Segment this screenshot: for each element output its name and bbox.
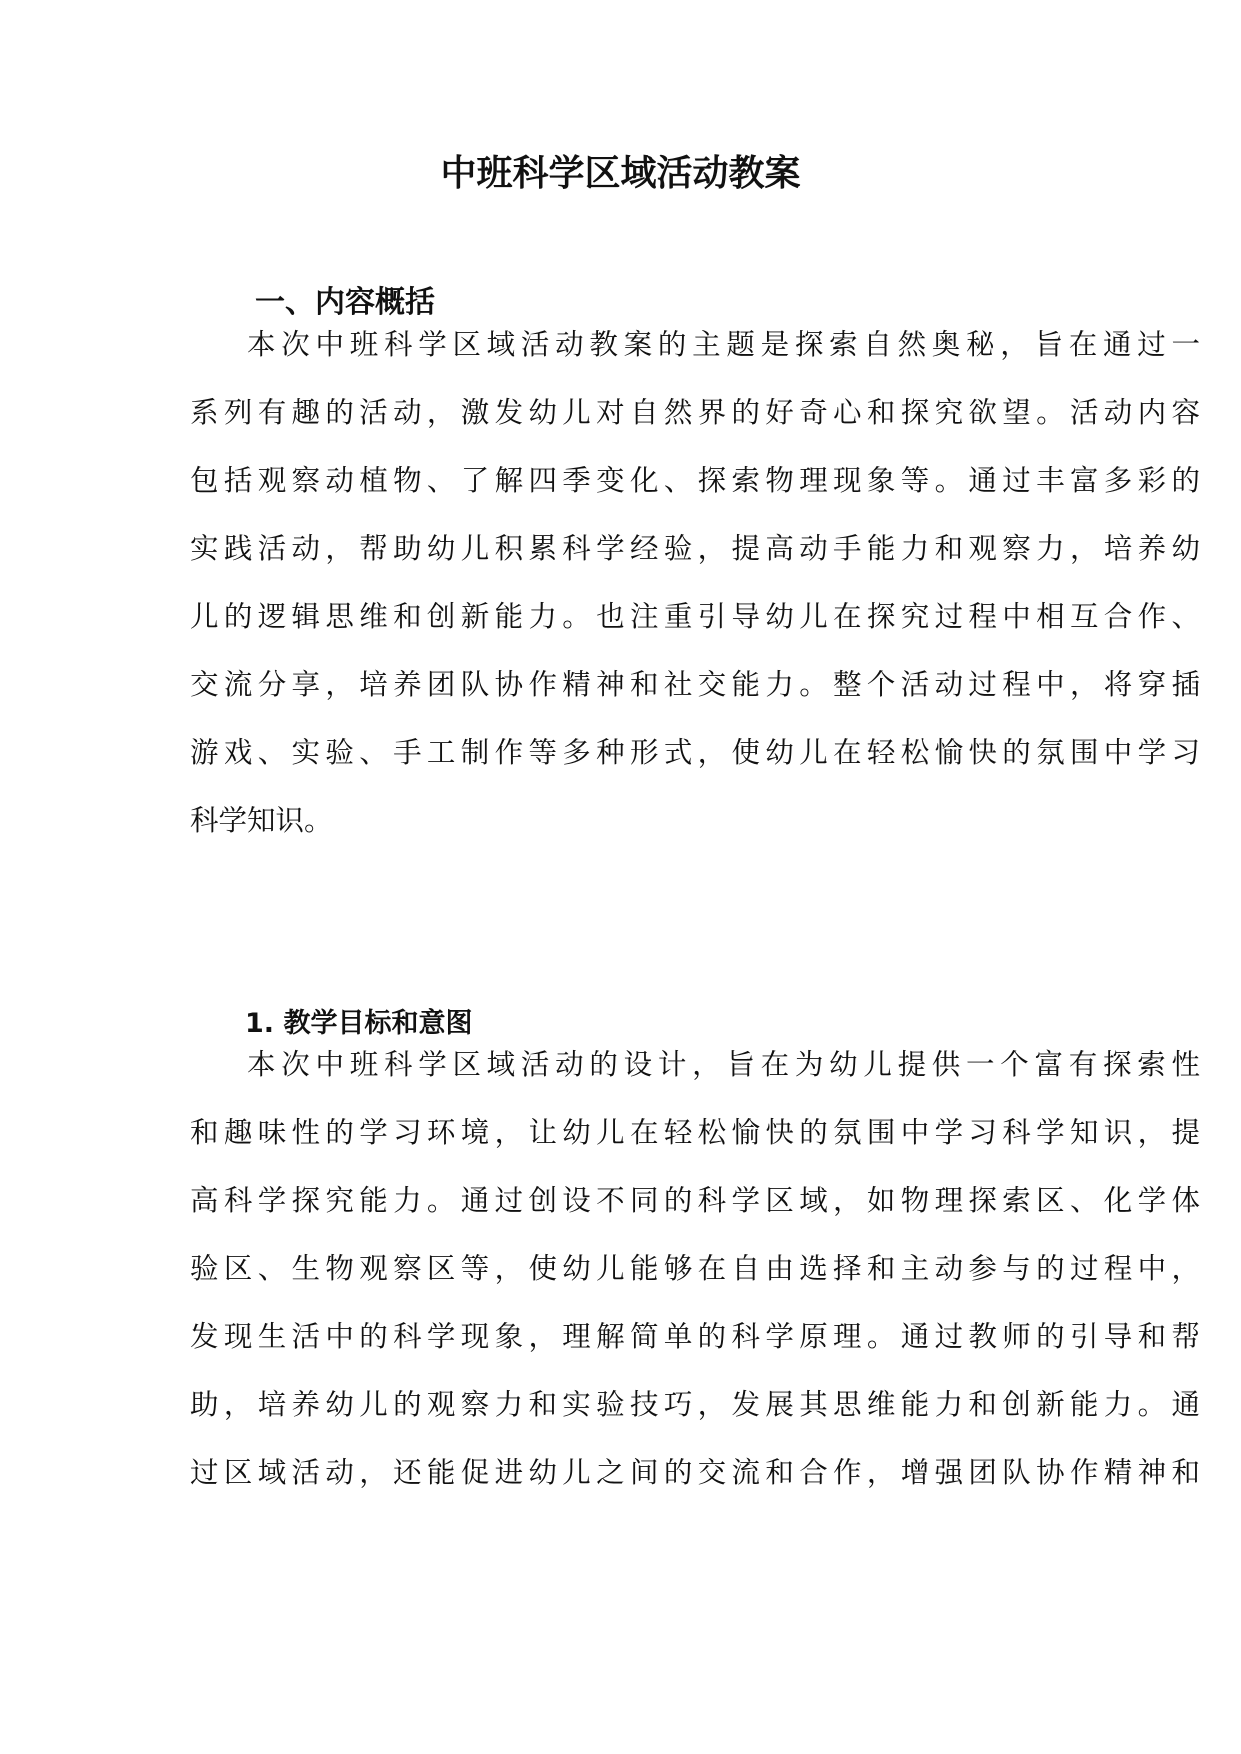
paragraph-line: 和趣味性的学习环境，让幼儿在轻松愉快的氛围中学习科学知识，提 [190,1116,1200,1149]
paragraph-line: 本次中班科学区域活动教案的主题是探索自然奥秘，旨在通过一 [247,328,1200,361]
paragraph-line: 实践活动，帮助幼儿积累科学经验，提高动手能力和观察力，培养幼 [190,532,1200,565]
paragraph-line: 过区域活动，还能促进幼儿之间的交流和合作，增强团队协作精神和 [190,1456,1200,1489]
paragraph-line: 高科学探究能力。通过创设不同的科学区域，如物理探索区、化学体 [190,1184,1200,1217]
paragraph-line: 游戏、实验、手工制作等多种形式，使幼儿在轻松愉快的氛围中学习 [190,736,1200,769]
paragraph-line: 系列有趣的活动，激发幼儿对自然界的好奇心和探究欲望。活动内容 [190,396,1200,429]
paragraph-line: 本次中班科学区域活动的设计，旨在为幼儿提供一个富有探索性 [247,1048,1200,1081]
subsection-heading-teaching-goals: 1. 教学目标和意图 [245,1008,473,1039]
paragraph-line: 交流分享，培养团队协作精神和社交能力。整个活动过程中，将穿插 [190,668,1200,701]
paragraph-line: 验区、生物观察区等，使幼儿能够在自由选择和主动参与的过程中， [190,1252,1200,1285]
document-title: 中班科学区域活动教案 [440,153,801,194]
paragraph-line: 助，培养幼儿的观察力和实验技巧，发展其思维能力和创新能力。通 [190,1388,1200,1421]
section-heading-content-summary: 一、内容概括 [255,285,435,320]
paragraph-line: 发现生活中的科学现象，理解简单的科学原理。通过教师的引导和帮 [190,1320,1200,1353]
paragraph-line: 儿的逻辑思维和创新能力。也注重引导幼儿在探究过程中相互合作、 [190,600,1200,633]
paragraph-line: 包括观察动植物、了解四季变化、探索物理现象等。通过丰富多彩的 [190,464,1200,497]
paragraph-line: 科学知识。 [190,804,333,837]
